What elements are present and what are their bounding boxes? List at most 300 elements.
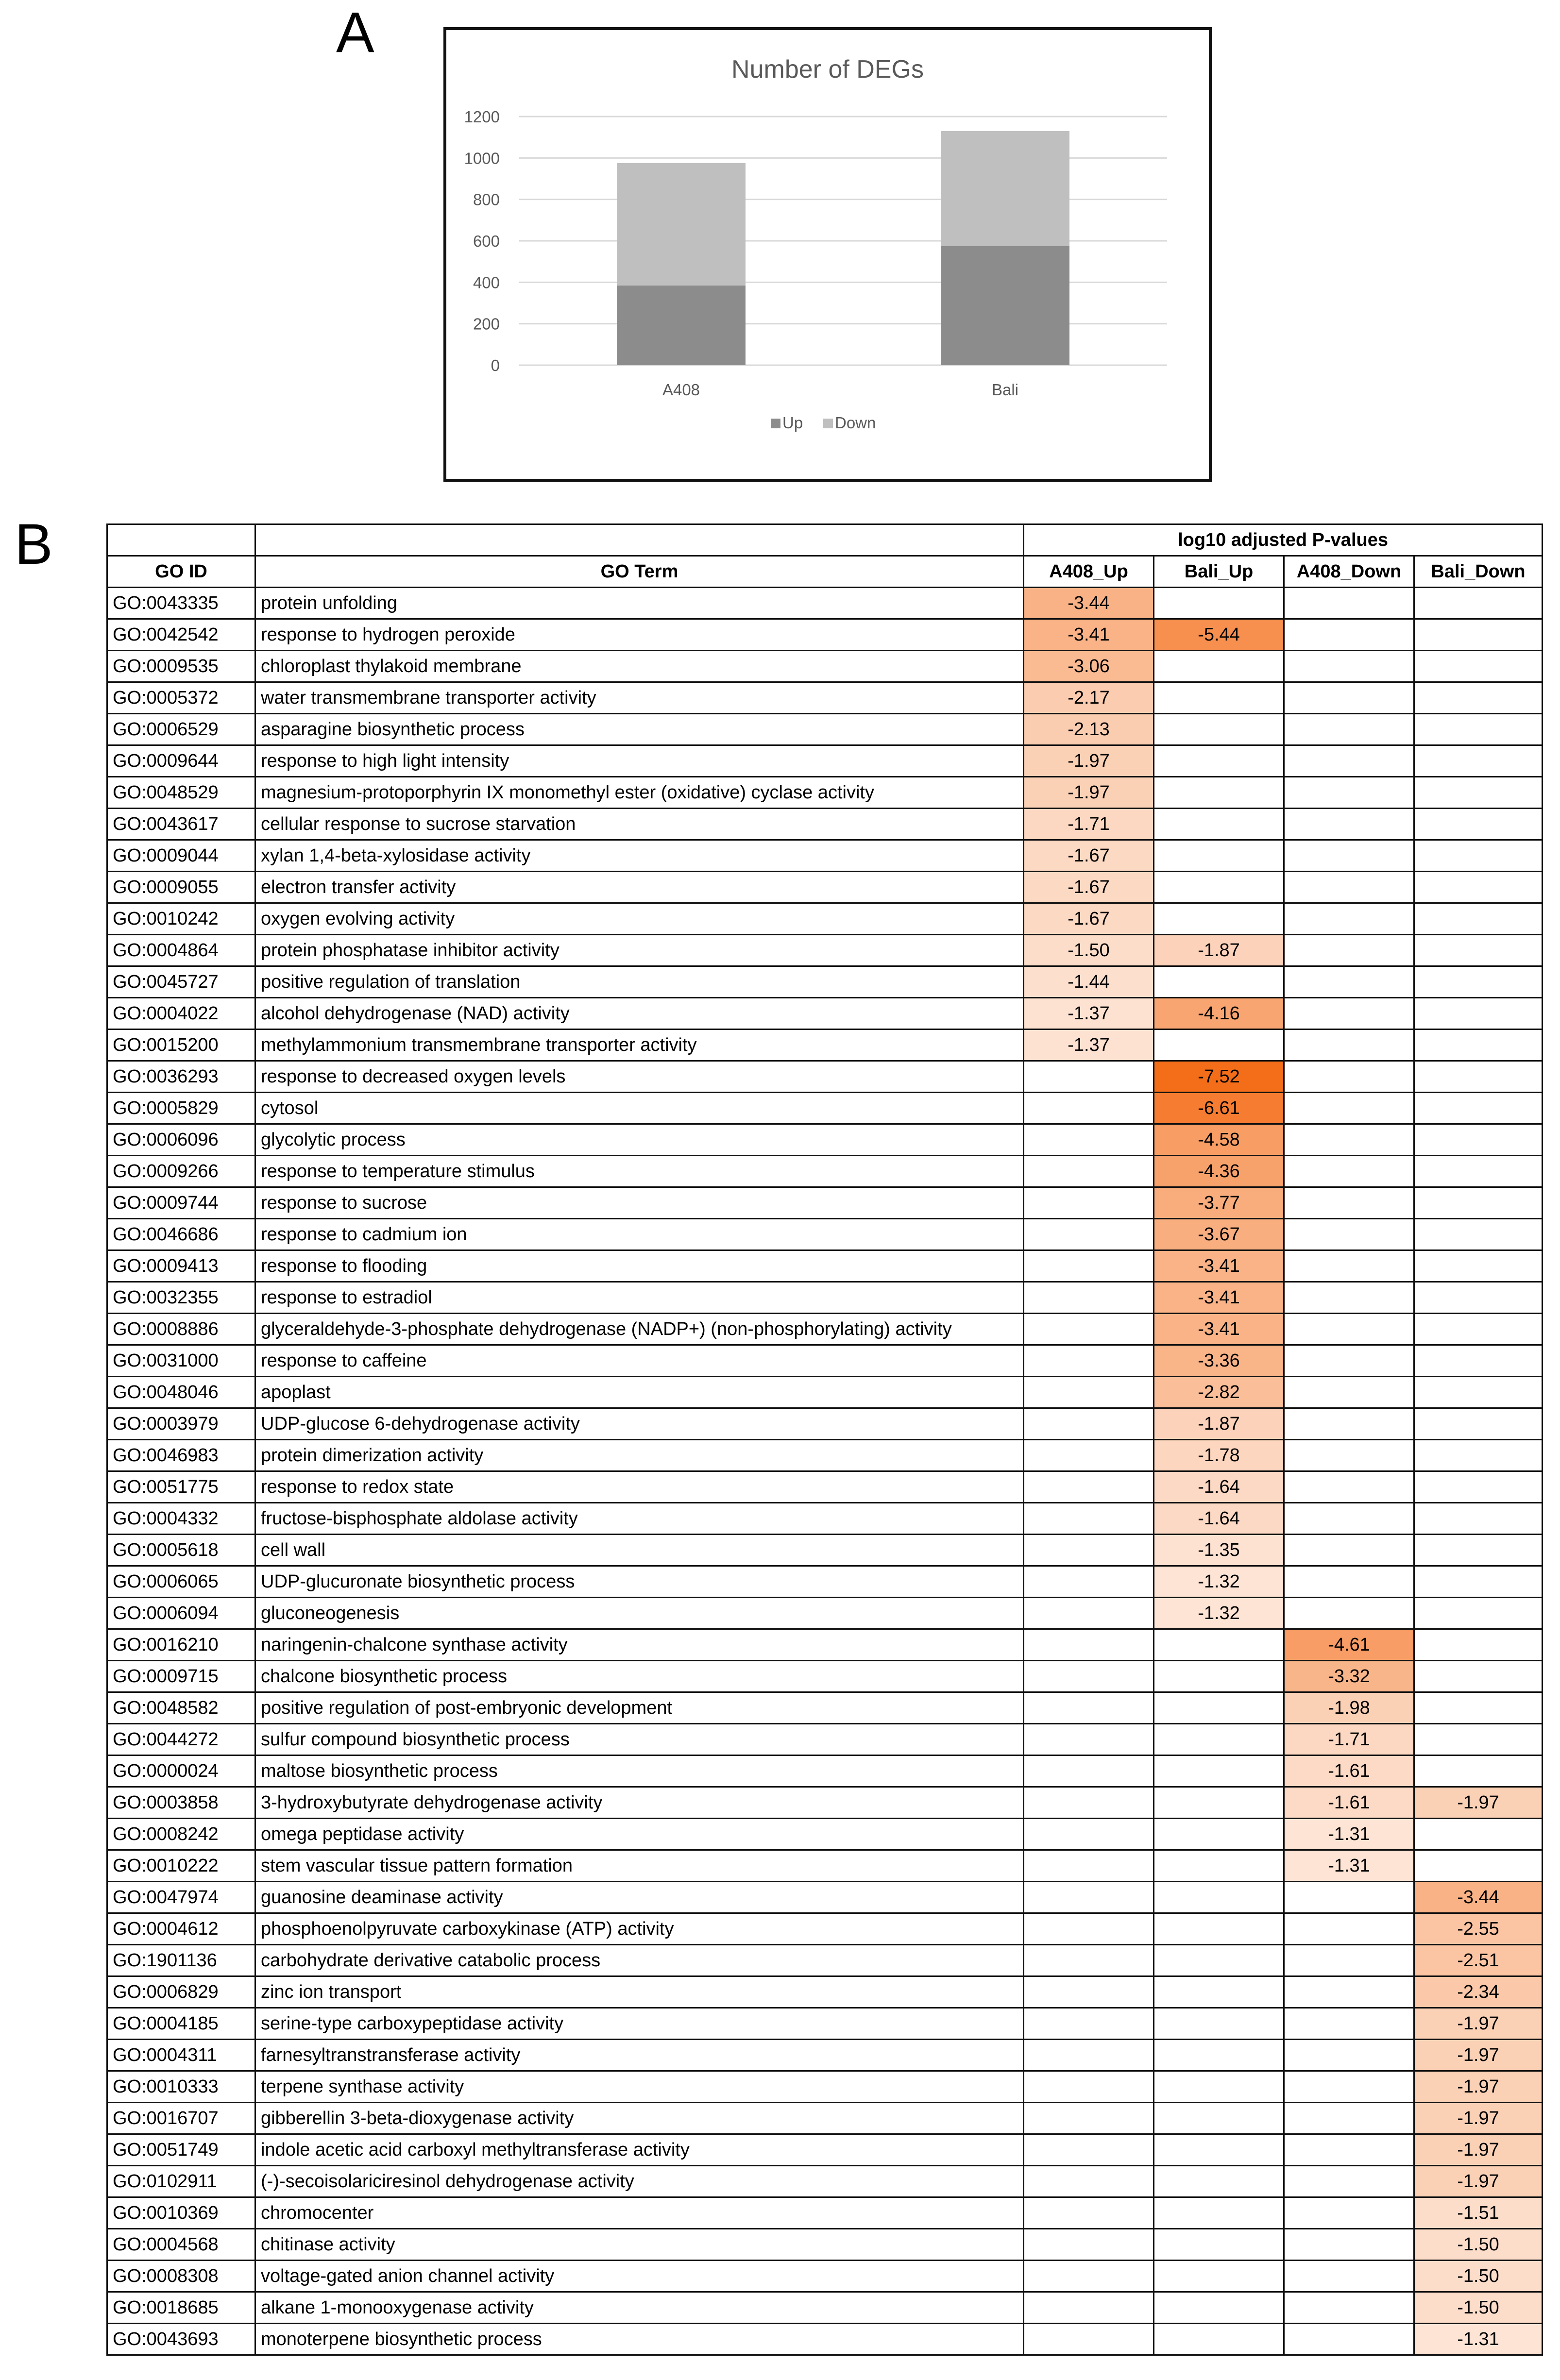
table-row <box>107 1314 1543 1345</box>
value-cell-bali-down: -1.97 <box>1414 2071 1543 2103</box>
value-cell-a408-down <box>1284 1282 1414 1314</box>
value-cell-a408-down: -1.31 <box>1284 1850 1414 1882</box>
go-term-cell: (-)-secoisolariciresinol dehydrogenase activity <box>255 2166 1024 2197</box>
value-cell-bali-up: -4.58 <box>1154 1124 1284 1156</box>
value-cell-a408-up <box>1024 1598 1154 1629</box>
value-cell-a408-up: -3.41 <box>1024 619 1154 651</box>
go-term-cell: guanosine deaminase activity <box>255 1882 1024 1913</box>
value-cell-bali-up <box>1154 872 1284 903</box>
go-term-cell: glyceraldehyde-3-phosphate dehydrogenase (NADP+) (non-phosphorylating) activity <box>255 1314 1024 1345</box>
value-cell-bali-up <box>1154 1976 1284 2008</box>
value-cell-bali-up <box>1154 2071 1284 2103</box>
value-cell-a408-down <box>1284 903 1414 935</box>
value-cell-a408-down <box>1284 1156 1414 1187</box>
value-cell-bali-up: -1.78 <box>1154 1440 1284 1471</box>
value-cell-a408-up <box>1024 1535 1154 1566</box>
value-cell-bali-down <box>1414 1629 1543 1661</box>
go-id-cell: GO:1901136 <box>107 1945 255 1976</box>
value-cell-bali-up <box>1154 714 1284 745</box>
go-id-cell: GO:0046686 <box>107 1219 255 1250</box>
go-term-cell: magnesium-protoporphyrin IX monomethyl ester (oxidative) cyclase activity <box>255 777 1024 809</box>
deg-chart-svg <box>446 30 1209 479</box>
go-id-cell: GO:0009055 <box>107 872 255 903</box>
value-cell-a408-down <box>1284 1882 1414 1913</box>
go-term-cell: positive regulation of translation <box>255 966 1024 998</box>
value-cell-a408-down <box>1284 1250 1414 1282</box>
value-cell-a408-down <box>1284 777 1414 809</box>
go-term-cell: indole acetic acid carboxyl methyltransferase activity <box>255 2134 1024 2166</box>
value-cell-a408-down <box>1284 2040 1414 2071</box>
value-cell-a408-up <box>1024 2040 1154 2071</box>
value-cell-a408-up: -1.97 <box>1024 745 1154 777</box>
go-id-cell: GO:0004864 <box>107 935 255 966</box>
value-cell-bali-down <box>1414 1850 1543 1882</box>
table-row <box>107 1187 1543 1219</box>
value-cell-bali-up: -3.41 <box>1154 1314 1284 1345</box>
value-cell-a408-down <box>1284 2197 1414 2229</box>
table-row <box>107 1124 1543 1156</box>
deg-bar-chart <box>443 27 1212 482</box>
value-cell-bali-down <box>1414 1124 1543 1156</box>
table-row <box>107 1030 1543 1061</box>
header-go-id: GO ID <box>107 556 255 588</box>
value-cell-bali-down <box>1414 1692 1543 1724</box>
go-id-cell: GO:0043335 <box>107 588 255 619</box>
value-cell-a408-up <box>1024 1629 1154 1661</box>
value-cell-a408-down <box>1284 2103 1414 2134</box>
go-term-cell: chloroplast thylakoid membrane <box>255 651 1024 682</box>
value-cell-a408-up <box>1024 2008 1154 2040</box>
value-cell-bali-up: -3.41 <box>1154 1250 1284 1282</box>
go-term-cell: response to cadmium ion <box>255 1219 1024 1250</box>
go-term-cell: sulfur compound biosynthetic process <box>255 1724 1024 1755</box>
value-cell-bali-up <box>1154 588 1284 619</box>
table-row <box>107 1850 1543 1882</box>
value-cell-bali-up <box>1154 2261 1284 2292</box>
value-cell-bali-up <box>1154 1913 1284 1945</box>
table-row <box>107 714 1543 745</box>
value-cell-bali-up <box>1154 2103 1284 2134</box>
value-cell-bali-down <box>1414 1819 1543 1850</box>
go-id-cell: GO:0009744 <box>107 1187 255 1219</box>
value-cell-a408-down <box>1284 2292 1414 2324</box>
table-row <box>107 745 1543 777</box>
legend-swatch-down <box>823 419 833 428</box>
legend-label-down: Down <box>835 414 876 432</box>
go-term-cell: response to decreased oxygen levels <box>255 1061 1024 1093</box>
value-cell-bali-up <box>1154 682 1284 714</box>
value-cell-a408-up <box>1024 1945 1154 1976</box>
go-id-cell: GO:0044272 <box>107 1724 255 1755</box>
value-cell-bali-up <box>1154 651 1284 682</box>
value-cell-a408-down <box>1284 966 1414 998</box>
value-cell-a408-up: -1.50 <box>1024 935 1154 966</box>
value-cell-bali-up <box>1154 1661 1284 1692</box>
value-cell-bali-down: -1.97 <box>1414 2008 1543 2040</box>
table-row <box>107 2134 1543 2166</box>
value-cell-bali-down: -1.51 <box>1414 2197 1543 2229</box>
table-row <box>107 2197 1543 2229</box>
value-cell-bali-up <box>1154 809 1284 840</box>
go-term-cell: phosphoenolpyruvate carboxykinase (ATP) activity <box>255 1913 1024 1945</box>
go-term-cell: protein dimerization activity <box>255 1440 1024 1471</box>
value-cell-bali-up <box>1154 2324 1284 2355</box>
value-cell-a408-up <box>1024 1661 1154 1692</box>
value-cell-a408-down <box>1284 1377 1414 1408</box>
value-cell-a408-down <box>1284 651 1414 682</box>
value-cell-a408-up <box>1024 2324 1154 2355</box>
table-row <box>107 1566 1543 1598</box>
chart-title: Number of DEGs <box>731 55 924 84</box>
value-cell-bali-down <box>1414 809 1543 840</box>
value-cell-a408-up <box>1024 1093 1154 1124</box>
value-cell-a408-down <box>1284 745 1414 777</box>
go-id-cell: GO:0051749 <box>107 2134 255 2166</box>
go-term-cell: water transmembrane transporter activity <box>255 682 1024 714</box>
table-row <box>107 1755 1543 1787</box>
value-cell-a408-down <box>1284 1440 1414 1471</box>
go-term-cell: xylan 1,4-beta-xylosidase activity <box>255 840 1024 872</box>
go-term-cell: farnesyltranstransferase activity <box>255 2040 1024 2071</box>
go-term-cell: response to temperature stimulus <box>255 1156 1024 1187</box>
bar-up-a408 <box>617 286 746 365</box>
go-term-cell: carbohydrate derivative catabolic process <box>255 1945 1024 1976</box>
value-cell-a408-down <box>1284 619 1414 651</box>
value-cell-bali-down <box>1414 1061 1543 1093</box>
value-cell-bali-up <box>1154 2008 1284 2040</box>
value-cell-a408-up <box>1024 1503 1154 1535</box>
value-cell-bali-down <box>1414 714 1543 745</box>
value-cell-a408-up <box>1024 2292 1154 2324</box>
value-cell-bali-up <box>1154 903 1284 935</box>
value-cell-a408-down <box>1284 714 1414 745</box>
value-cell-bali-down: -1.50 <box>1414 2261 1543 2292</box>
go-term-cell: protein phosphatase inhibitor activity <box>255 935 1024 966</box>
value-cell-bali-down <box>1414 619 1543 651</box>
header-spacer-id <box>107 524 255 556</box>
y-tick-label: 1200 <box>464 108 500 126</box>
value-cell-a408-down: -1.98 <box>1284 1692 1414 1724</box>
value-cell-a408-down <box>1284 809 1414 840</box>
value-cell-bali-up <box>1154 2134 1284 2166</box>
value-cell-a408-up <box>1024 1282 1154 1314</box>
header-a408-up: A408_Up <box>1024 556 1154 588</box>
value-cell-bali-down: -2.55 <box>1414 1913 1543 1945</box>
value-cell-a408-down <box>1284 2324 1414 2355</box>
value-cell-a408-up <box>1024 1566 1154 1598</box>
value-cell-a408-up: -1.71 <box>1024 809 1154 840</box>
value-cell-bali-up <box>1154 1030 1284 1061</box>
value-cell-a408-up <box>1024 1440 1154 1471</box>
value-cell-bali-down <box>1414 682 1543 714</box>
value-cell-a408-down <box>1284 682 1414 714</box>
value-cell-a408-down: -1.31 <box>1284 1819 1414 1850</box>
value-cell-a408-up <box>1024 1345 1154 1377</box>
value-cell-bali-down: -1.97 <box>1414 2040 1543 2071</box>
value-cell-a408-up: -3.06 <box>1024 651 1154 682</box>
go-term-cell: positive regulation of post-embryonic development <box>255 1692 1024 1724</box>
value-cell-a408-up: -1.67 <box>1024 840 1154 872</box>
table-row <box>107 2040 1543 2071</box>
value-cell-a408-up <box>1024 1156 1154 1187</box>
value-cell-bali-down <box>1414 1314 1543 1345</box>
go-id-cell: GO:0010222 <box>107 1850 255 1882</box>
go-id-cell: GO:0004311 <box>107 2040 255 2071</box>
bar-down-a408 <box>617 163 746 286</box>
bar-down-bali <box>941 131 1069 246</box>
table-row <box>107 1976 1543 2008</box>
value-cell-bali-up: -1.87 <box>1154 1408 1284 1440</box>
go-id-cell: GO:0048582 <box>107 1692 255 1724</box>
go-term-cell: cellular response to sucrose starvation <box>255 809 1024 840</box>
value-cell-a408-down <box>1284 2071 1414 2103</box>
value-cell-bali-down <box>1414 1345 1543 1377</box>
go-term-cell: UDP-glucose 6-dehydrogenase activity <box>255 1408 1024 1440</box>
go-id-cell: GO:0046983 <box>107 1440 255 1471</box>
value-cell-bali-down <box>1414 1598 1543 1629</box>
go-term-cell: chalcone biosynthetic process <box>255 1661 1024 1692</box>
value-cell-bali-up <box>1154 966 1284 998</box>
go-id-cell: GO:0004568 <box>107 2229 255 2261</box>
go-term-cell: methylammonium transmembrane transporter activity <box>255 1030 1024 1061</box>
go-id-cell: GO:0003858 <box>107 1787 255 1819</box>
go-id-cell: GO:0047974 <box>107 1882 255 1913</box>
go-term-cell: protein unfolding <box>255 588 1024 619</box>
table-row <box>107 1061 1543 1093</box>
value-cell-a408-down <box>1284 840 1414 872</box>
value-cell-a408-down <box>1284 2229 1414 2261</box>
table-row <box>107 1724 1543 1755</box>
value-cell-a408-up <box>1024 2261 1154 2292</box>
go-id-cell: GO:0010369 <box>107 2197 255 2229</box>
value-cell-a408-up <box>1024 1692 1154 1724</box>
value-cell-bali-up: -2.82 <box>1154 1377 1284 1408</box>
value-cell-a408-up <box>1024 1755 1154 1787</box>
value-cell-a408-up: -2.13 <box>1024 714 1154 745</box>
value-cell-a408-up <box>1024 2071 1154 2103</box>
table-row <box>107 1598 1543 1629</box>
go-term-cell: 3-hydroxybutyrate dehydrogenase activity <box>255 1787 1024 1819</box>
value-cell-bali-down <box>1414 745 1543 777</box>
go-id-cell: GO:0102911 <box>107 2166 255 2197</box>
go-id-cell: GO:0009044 <box>107 840 255 872</box>
value-cell-bali-up <box>1154 1819 1284 1850</box>
table-row <box>107 840 1543 872</box>
value-cell-a408-up <box>1024 1850 1154 1882</box>
value-cell-bali-down <box>1414 1030 1543 1061</box>
go-id-cell: GO:0008886 <box>107 1314 255 1345</box>
value-cell-bali-down <box>1414 1250 1543 1282</box>
go-id-cell: GO:0006096 <box>107 1124 255 1156</box>
go-id-cell: GO:0009644 <box>107 745 255 777</box>
value-cell-bali-down <box>1414 1282 1543 1314</box>
go-id-cell: GO:0042542 <box>107 619 255 651</box>
value-cell-a408-up <box>1024 1061 1154 1093</box>
value-cell-bali-up: -3.41 <box>1154 1282 1284 1314</box>
go-term-cell: gluconeogenesis <box>255 1598 1024 1629</box>
go-id-cell: GO:0009535 <box>107 651 255 682</box>
go-term-cell: apoplast <box>255 1377 1024 1408</box>
value-cell-a408-down <box>1284 1061 1414 1093</box>
value-cell-bali-up: -6.61 <box>1154 1093 1284 1124</box>
go-id-cell: GO:0045727 <box>107 966 255 998</box>
go-id-cell: GO:0004332 <box>107 1503 255 1535</box>
value-cell-a408-down <box>1284 1093 1414 1124</box>
go-id-cell: GO:0016707 <box>107 2103 255 2134</box>
value-cell-bali-up <box>1154 2166 1284 2197</box>
value-cell-bali-down <box>1414 966 1543 998</box>
panel-b-label: B <box>15 512 53 576</box>
value-cell-a408-down <box>1284 1187 1414 1219</box>
go-id-cell: GO:0016210 <box>107 1629 255 1661</box>
value-cell-a408-up: -3.44 <box>1024 588 1154 619</box>
go-id-cell: GO:0010333 <box>107 2071 255 2103</box>
legend-swatch-up <box>771 419 780 428</box>
value-cell-a408-up <box>1024 1976 1154 2008</box>
table-row <box>107 1535 1543 1566</box>
table-row <box>107 1503 1543 1535</box>
value-cell-bali-down <box>1414 1156 1543 1187</box>
table-row <box>107 1661 1543 1692</box>
value-cell-a408-down <box>1284 1976 1414 2008</box>
value-cell-a408-up: -2.17 <box>1024 682 1154 714</box>
go-term-cell: cytosol <box>255 1093 1024 1124</box>
go-term-cell: chitinase activity <box>255 2229 1024 2261</box>
value-cell-a408-up <box>1024 2229 1154 2261</box>
table-row <box>107 2261 1543 2292</box>
go-term-cell: response to estradiol <box>255 1282 1024 1314</box>
go-id-cell: GO:0018685 <box>107 2292 255 2324</box>
go-term-cell: voltage-gated anion channel activity <box>255 2261 1024 2292</box>
value-cell-a408-down: -3.32 <box>1284 1661 1414 1692</box>
value-cell-bali-down <box>1414 1219 1543 1250</box>
go-term-cell: response to hydrogen peroxide <box>255 619 1024 651</box>
value-cell-bali-down <box>1414 1724 1543 1755</box>
value-cell-bali-up <box>1154 1755 1284 1787</box>
header-a408-down: A408_Down <box>1284 556 1414 588</box>
value-cell-a408-down <box>1284 1345 1414 1377</box>
go-term-cell: response to flooding <box>255 1250 1024 1282</box>
go-term-cell: gibberellin 3-beta-dioxygenase activity <box>255 2103 1024 2134</box>
value-cell-bali-up <box>1154 1629 1284 1661</box>
value-cell-a408-down <box>1284 1566 1414 1598</box>
go-id-cell: GO:0043617 <box>107 809 255 840</box>
value-cell-bali-down: -1.97 <box>1414 2103 1543 2134</box>
value-cell-bali-down <box>1414 935 1543 966</box>
value-cell-a408-down: -1.61 <box>1284 1755 1414 1787</box>
table-row <box>107 2103 1543 2134</box>
table-row <box>107 682 1543 714</box>
value-cell-bali-down: -1.97 <box>1414 2166 1543 2197</box>
value-cell-a408-down <box>1284 1535 1414 1566</box>
table-row <box>107 1945 1543 1976</box>
table-row <box>107 1219 1543 1250</box>
go-id-cell: GO:0004022 <box>107 998 255 1030</box>
go-term-cell: UDP-glucuronate biosynthetic process <box>255 1566 1024 1598</box>
header-log10-group: log10 adjusted P-values <box>1024 524 1543 556</box>
table-row <box>107 1629 1543 1661</box>
go-term-cell: asparagine biosynthetic process <box>255 714 1024 745</box>
value-cell-a408-down <box>1284 872 1414 903</box>
go-id-cell: GO:0036293 <box>107 1061 255 1093</box>
go-id-cell: GO:0008242 <box>107 1819 255 1850</box>
table-row <box>107 2166 1543 2197</box>
value-cell-a408-down: -1.61 <box>1284 1787 1414 1819</box>
table-row <box>107 966 1543 998</box>
table-row <box>107 1093 1543 1124</box>
x-tick-label: Bali <box>991 381 1019 399</box>
value-cell-a408-up: -1.37 <box>1024 998 1154 1030</box>
legend-label-up: Up <box>782 414 803 432</box>
value-cell-a408-up: -1.97 <box>1024 777 1154 809</box>
go-id-cell: GO:0015200 <box>107 1030 255 1061</box>
value-cell-bali-up: -1.35 <box>1154 1535 1284 1566</box>
header-row <box>107 556 1543 588</box>
table-row <box>107 1882 1543 1913</box>
table-row <box>107 1377 1543 1408</box>
go-term-cell: zinc ion transport <box>255 1976 1024 2008</box>
value-cell-bali-down <box>1414 1535 1543 1566</box>
table-row <box>107 903 1543 935</box>
value-cell-bali-up <box>1154 1787 1284 1819</box>
go-id-cell: GO:0005829 <box>107 1093 255 1124</box>
value-cell-a408-down <box>1284 1314 1414 1345</box>
value-cell-a408-up <box>1024 1819 1154 1850</box>
value-cell-a408-up <box>1024 2166 1154 2197</box>
go-id-cell: GO:0009266 <box>107 1156 255 1187</box>
go-id-cell: GO:0004185 <box>107 2008 255 2040</box>
value-cell-bali-up <box>1154 1724 1284 1755</box>
value-cell-bali-down: -1.97 <box>1414 1787 1543 1819</box>
go-id-cell: GO:0006065 <box>107 1566 255 1598</box>
value-cell-a408-up <box>1024 1882 1154 1913</box>
value-cell-bali-down <box>1414 1377 1543 1408</box>
go-term-cell: monoterpene biosynthetic process <box>255 2324 1024 2355</box>
value-cell-a408-up <box>1024 1724 1154 1755</box>
value-cell-bali-down: -1.50 <box>1414 2292 1543 2324</box>
value-cell-a408-down <box>1284 1219 1414 1250</box>
value-cell-a408-down <box>1284 2261 1414 2292</box>
value-cell-a408-down <box>1284 1945 1414 1976</box>
value-cell-bali-down <box>1414 1408 1543 1440</box>
go-term-cell: alcohol dehydrogenase (NAD) activity <box>255 998 1024 1030</box>
value-cell-a408-down <box>1284 1471 1414 1503</box>
value-cell-a408-up <box>1024 1124 1154 1156</box>
y-tick-label: 1000 <box>464 149 500 168</box>
value-cell-bali-up: -1.32 <box>1154 1566 1284 1598</box>
value-cell-bali-down <box>1414 1471 1543 1503</box>
value-cell-bali-down <box>1414 1566 1543 1598</box>
value-cell-bali-down <box>1414 903 1543 935</box>
value-cell-bali-down <box>1414 588 1543 619</box>
y-tick-label: 800 <box>473 190 500 209</box>
y-tick-label: 0 <box>491 356 500 374</box>
value-cell-a408-up <box>1024 1408 1154 1440</box>
table-row <box>107 1282 1543 1314</box>
value-cell-bali-up: -1.64 <box>1154 1503 1284 1535</box>
table-row <box>107 872 1543 903</box>
value-cell-bali-up <box>1154 2197 1284 2229</box>
value-cell-bali-up: -3.67 <box>1154 1219 1284 1250</box>
value-cell-a408-up <box>1024 1187 1154 1219</box>
value-cell-bali-down <box>1414 1187 1543 1219</box>
table-row <box>107 1787 1543 1819</box>
table-row <box>107 651 1543 682</box>
value-cell-bali-down: -1.50 <box>1414 2229 1543 2261</box>
value-cell-a408-up <box>1024 2197 1154 2229</box>
value-cell-bali-up <box>1154 2292 1284 2324</box>
go-id-cell: GO:0000024 <box>107 1755 255 1787</box>
